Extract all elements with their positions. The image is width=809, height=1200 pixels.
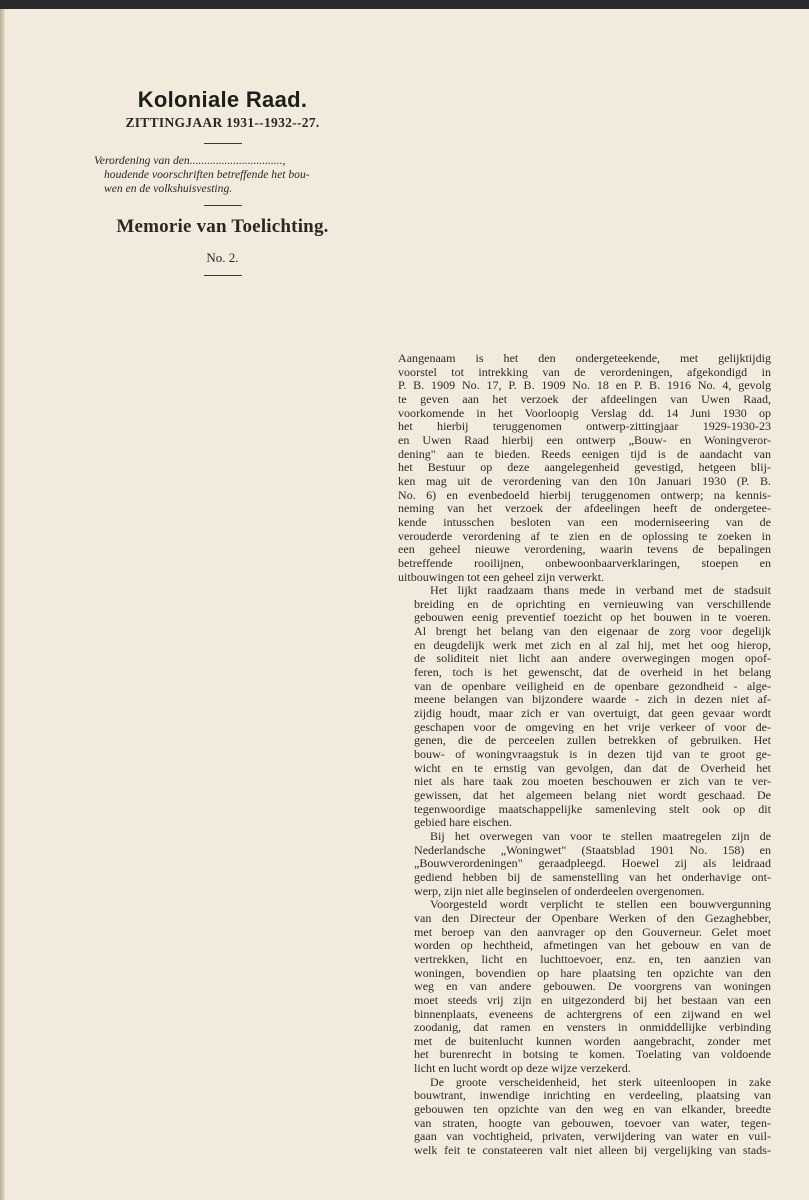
- text-line: het hierbij teruggenomen ontwerp-zittingjaar 1929-1930-23: [398, 420, 771, 434]
- text-line: Het lijkt raadzaam thans mede in verband met de stadsuit: [430, 584, 771, 598]
- body-paragraph: [398, 352, 771, 584]
- text-line: woningen, bovendien op hare plaatsing ten opzichte van den: [414, 966, 771, 980]
- text-line: met beroep van den aanvrager op den Gouverneur. Gelet moet: [414, 925, 771, 939]
- text-line: te geven aan het verzoek der afdeelingen van Uwen Raad,: [398, 392, 771, 406]
- text-line: met de buitenlucht kunnen worden aangebracht, zonder met: [414, 1034, 771, 1048]
- text-line: en deugdelijk werk met zich en al zal hij, met het oog hierop,: [414, 638, 771, 652]
- text-line: werp, zijn niet alle beginselen of onderdeelen overgenomen.: [414, 884, 705, 898]
- text-line: gediend hebben bij de samenstelling van het onderhavige ont-: [414, 870, 771, 884]
- text-line: ken mag uit de verordening van den 10n Januari 1930 (P. B.: [398, 474, 771, 488]
- text-line: welk feit te constateeren valt niet alleen bij vergelijking van stads-: [414, 1144, 771, 1158]
- session-year: ZITTINGJAAR 1931--1932--27.: [125, 115, 320, 130]
- text-line: Bij het overwegen van voor te stellen maatregelen zijn de: [430, 829, 771, 843]
- text-line: verouderde verordening af te zien en de oplossing te zoeken in: [398, 529, 771, 543]
- text-line: een geheel nieuwe verordening, waarin tevens de bepalingen: [398, 543, 771, 557]
- text-line: bouw- of woningvraagstuk is in dezen tijd van te groot ge-: [414, 748, 771, 762]
- text-line: en Uwen Raad hierbij een ontwerp „Bouw- en Woningveror-: [398, 433, 771, 447]
- text-line: van de openbare veiligheid en de openbare gezondheid - alge-: [414, 679, 771, 693]
- text-line: voorkomende in het Voorloopig Verslag dd. 14 Juni 1930 op: [398, 406, 771, 420]
- text-line: No. 6) en evenbedoeld hierbij teruggenomen ontwerp; na kennis-: [398, 488, 771, 502]
- text-line: Nederlandsche „Woningwet" (Staatsblad 1901 No. 158) en: [414, 843, 771, 857]
- text-line: breiding en de oprichting en vernieuwing van verschillende: [414, 597, 771, 611]
- text-line: gebouwen ten opzichte van den weg en van elkander, breedte: [414, 1103, 771, 1117]
- text-line: vertrekken, licht en luchttoevoer, enz. en, ten aanzien van: [414, 952, 771, 966]
- scan-top-border: [0, 0, 809, 9]
- text-line: binnenplaats, eveneens de achtergrens of een zijwand en wel: [414, 1007, 771, 1021]
- text-line: licht en lucht wordt op deze wijze verzekerd.: [414, 1062, 631, 1076]
- text-line: „Bouwverordeningen" geraadpleegd. Hoewel zij als leidraad: [414, 857, 771, 871]
- body-paragraph: [398, 584, 771, 830]
- text-line: tegenwoordige maatschappelijke samenleving stelt ook op dit: [414, 802, 771, 816]
- text-line: de soliditeit niet licht aan andere overwegingen mogen opof-: [414, 652, 771, 666]
- text-line: Voorgesteld wordt verplicht te stellen een bouwvergunning: [430, 898, 771, 912]
- text-line: van straten, hoogte van gebouwen, toevoer van water, tegen-: [414, 1116, 771, 1130]
- text-line: moet steeds vrij zijn en uitgezonderd bij het bestaan van een: [414, 993, 771, 1007]
- text-line: kende intusschen besloten van een moderniseering van de: [398, 515, 771, 529]
- text-line: voorstel tot intrekking van de verordeningen, afgekondigd in: [398, 365, 771, 379]
- text-line: dening" aan te bieden. Reeds eenigen tijd is de aandacht van: [398, 447, 771, 461]
- text-line: het Bestuur op deze aangelegenheid gevestigd, hetgeen blij-: [398, 461, 771, 475]
- text-line: betreffende rooilijnen, onbewoonbaarverklaringen, stoepen en: [398, 556, 771, 570]
- text-line: feren, toch is het gewenscht, dat de overheid in het belang: [414, 666, 771, 680]
- council-title: Koloniale Raad.: [137, 87, 308, 112]
- text-line: zoodanig, dat ramen en vensters in onmiddellijke verbinding: [414, 1021, 771, 1035]
- document-page: [5, 9, 809, 1200]
- text-line: P. B. 1909 No. 17, P. B. 1909 No. 18 en P. B. 1916 No. 4, gevolg: [398, 379, 771, 393]
- ordinance-subtitle: [94, 154, 349, 196]
- text-line: neming van het verzoek der afdeelingen heeft de ondergetee-: [398, 502, 771, 516]
- document-number: No. 2.: [206, 250, 239, 265]
- text-line: Al brengt het belang van den eigenaar de zorg voor degelijk: [414, 625, 771, 639]
- text-line: gaan van vochtigheid, privaten, verwijdering van water en vuil-: [414, 1130, 771, 1144]
- text-line: wicht en te ernstig van gevolgen, dan dat de Overheid het: [414, 761, 771, 775]
- document-header: [90, 87, 355, 276]
- text-line: niet als hare taak zou moeten beschouwen er zich van te ver-: [414, 775, 771, 789]
- text-line: weg en van andere gebouwen. De voorgrens van woningen: [414, 980, 771, 994]
- text-line: zijdig houdt, maar zich er van overtuigt, dat geen gevaar wordt: [414, 707, 771, 721]
- memorandum-body: [398, 352, 771, 1158]
- text-line: bouwtrant, inwendige inrichting en verdeeling, plaatsing van: [414, 1089, 771, 1103]
- text-line: Aangenaam is het den ondergeteekende, met gelijktijdig: [398, 352, 771, 365]
- memorie-title: Memorie van Toelichting.: [116, 216, 329, 237]
- ordinance-line: houdende voorschriften betreffende het bou-: [104, 168, 310, 181]
- text-line: gewissen, dat het algemeen belang niet wordt geschaad. De: [414, 789, 771, 802]
- ordinance-line: wen en de volkshuisvesting.: [104, 182, 233, 195]
- text-line: het burenrecht in botsing te komen. Toelating van voldoende: [414, 1048, 771, 1062]
- text-line: geschapen voor de omgeving en het vrije verkeer of voor de-: [414, 720, 771, 734]
- body-paragraph: [398, 898, 771, 1076]
- body-paragraph: [398, 830, 771, 898]
- text-line: meene belangen van bijzondere waarde - zich in dezen niet af-: [414, 693, 771, 707]
- text-line: worden op hechtheid, afmetingen van het gebouw en van de: [414, 939, 771, 953]
- text-line: gebied hare eischen.: [414, 816, 512, 830]
- text-line: genen, die de perceelen zullen betrekken of gebruiken. Het: [414, 734, 771, 748]
- header-divider: [204, 205, 242, 206]
- body-paragraph: [398, 1076, 771, 1158]
- text-line: De groote verscheidenheid, het sterk uiteenloopen in zake: [430, 1075, 771, 1089]
- header-divider: [204, 275, 242, 276]
- text-line: gebouwen eenig preventief toezicht op het bouwen in te voeren.: [414, 611, 771, 625]
- text-line: van den Directeur der Openbare Werken of den Gezaghebber,: [414, 911, 771, 925]
- header-divider: [204, 143, 242, 144]
- text-line: uitbouwingen tot een geheel zijn verwerkt.: [398, 570, 605, 584]
- ordinance-line: Verordening van den................................,: [94, 154, 286, 167]
